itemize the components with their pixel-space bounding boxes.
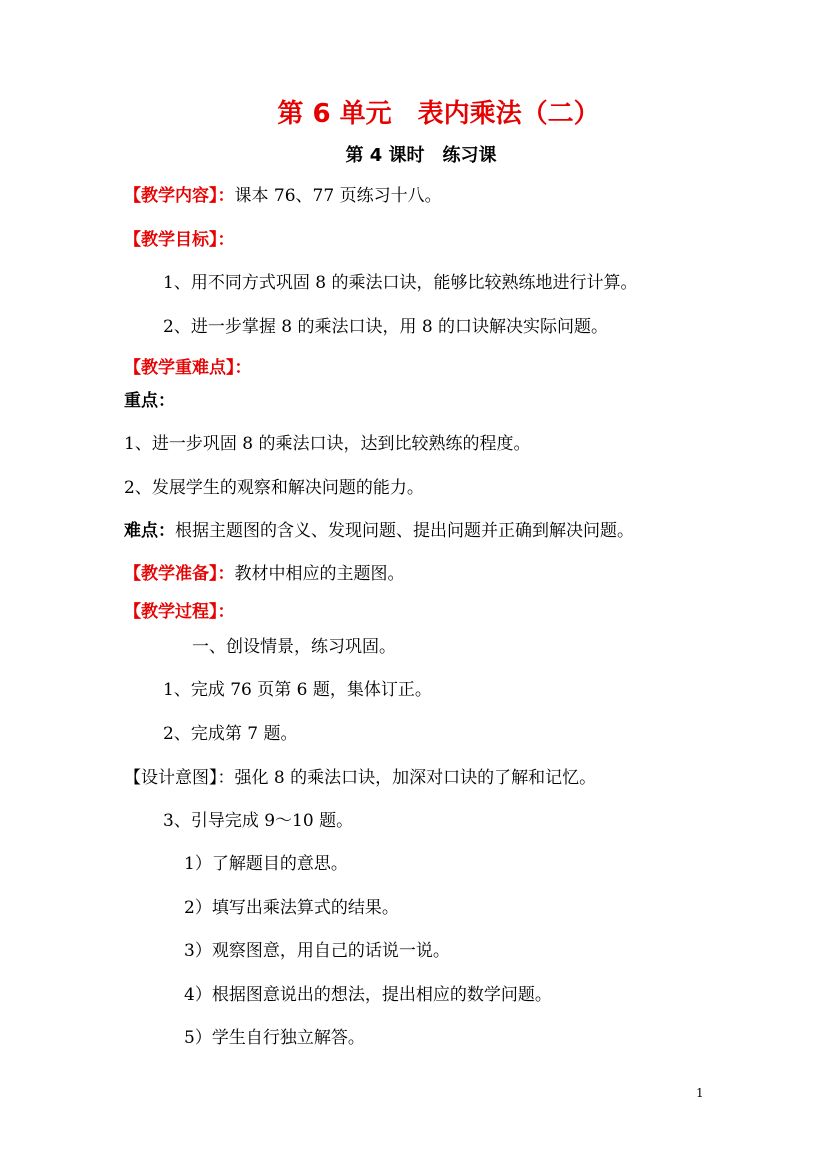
process-substep: 1）了解题目的意思。: [184, 854, 348, 874]
key-points-label: 【教学重难点】：: [124, 358, 252, 378]
goal-item: 2、进一步掌握 8 的乘法口诀，用 8 的口诀解决实际问题。: [163, 317, 609, 337]
difficulty-text: 根据主题图的含义、发现问题、提出问题并正确到解决问题。: [175, 521, 634, 541]
teaching-goals-row: [124, 229, 235, 251]
process-step: 3、引导完成 9～10 题。: [163, 811, 354, 831]
design-intent-text: 强化 8 的乘法口诀，加深对口诀的了解和记忆。: [234, 768, 597, 788]
preparation-text: 教材中相应的主题图。: [234, 564, 405, 584]
process-substep: 4）根据图意说出的想法，提出相应的数学问题。: [184, 985, 552, 1005]
process-row: [124, 601, 235, 623]
focus-row: [124, 390, 175, 412]
difficulty-row: [124, 520, 634, 542]
process-substep: 3）观察图意，用自己的话说一说。: [184, 941, 450, 961]
page-number: 1: [696, 1086, 704, 1100]
process-step: 1、完成 76 页第 6 题，集体订正。: [163, 680, 432, 700]
lesson-subtitle: 第 4 课时 练习课: [345, 145, 497, 166]
difficulty-label: 难点：: [124, 521, 175, 541]
key-points-row: [124, 357, 252, 379]
process-label: 【教学过程】：: [124, 602, 235, 622]
focus-label: 重点：: [124, 391, 175, 411]
design-intent-label: 【设计意图】：: [124, 768, 235, 788]
design-intent-row: [124, 767, 596, 789]
process-step: 2、完成第 7 题。: [163, 724, 298, 744]
focus-item: 1、进一步巩固 8 的乘法口诀，达到比较熟练的程度。: [124, 434, 531, 454]
teaching-content-label: 【教学内容】：: [124, 186, 235, 206]
teaching-goals-label: 【教学目标】：: [124, 230, 235, 250]
teaching-content-row: [124, 185, 442, 207]
preparation-row: [124, 563, 405, 585]
page-title: 第 6 单元 表内乘法（二）: [277, 99, 600, 129]
focus-item: 2、发展学生的观察和解决问题的能力。: [124, 478, 424, 498]
process-substep: 5）学生自行独立解答。: [184, 1028, 365, 1048]
preparation-label: 【教学准备】：: [124, 564, 235, 584]
process-section-heading: 一、创设情景，练习巩固。: [192, 637, 396, 657]
process-substep: 2）填写出乘法算式的结果。: [184, 898, 399, 918]
goal-item: 1、用不同方式巩固 8 的乘法口诀，能够比较熟练地进行计算。: [163, 273, 638, 293]
teaching-content-text: 课本 76、77 页练习十八。: [234, 186, 442, 206]
